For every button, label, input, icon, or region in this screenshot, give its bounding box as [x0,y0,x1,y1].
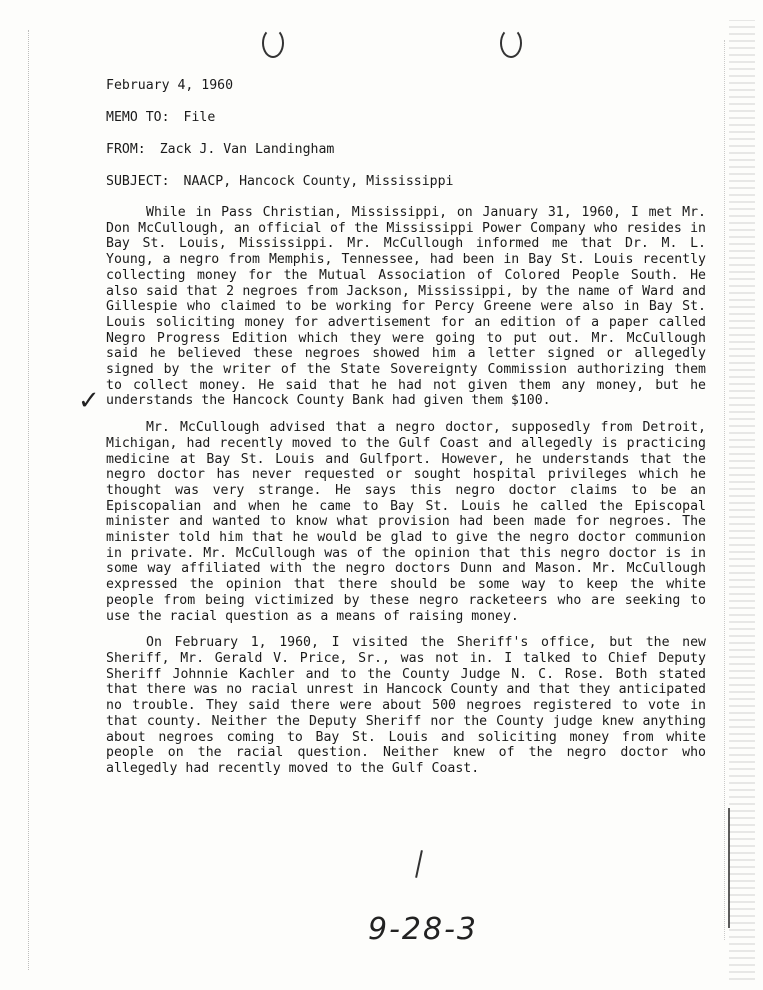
memo-date: February 4, 1960 [106,78,234,93]
memo-to-value: File [183,110,216,125]
scan-edge-right-line [724,40,727,940]
handwritten-bracket [728,808,736,928]
memo-paragraph: While in Pass Christian, Mississippi, on January 31, 1960, I met Mr. Don McCullough, an official of the Mississippi Power Company who resides in Bay St. Louis, Mississippi. Mr. McCullough informed me that Dr. M. L. Young, a negro from Memphis, Tennessee, had been in Bay St. Louis recently collecting money for the Mutual Association of Colored People South. He also said that 2 negroes from Jackson, Mississippi, by the name of Ward and Gillespie who claimed to be working for Percy Greene were also in Bay St. Louis soliciting money for advertisement for an edition of a paper called Negro Progress Edition which they were going to put out. Mr. McCullough said he believed these negroes showed him a letter signed or allegedly signed by the writer of the State Sovereignty Commission authorizing them to collect money. He said that he had not given them any money, but he understands the Hancock County Bank had given them $100. [106,205,706,409]
handwritten-checkmark: ✓ [78,386,100,416]
scan-edge-left [28,30,31,970]
memo-to [106,110,215,126]
memo-paragraph: On February 1, 1960, I visited the Sheriff's office, but the new Sheriff, Mr. Gerald V. Price, Sr., was not in. I talked to Chief Deputy Sheriff Johnnie Kachler and to the County Judge N. C. Rose. Both stated that there was no racial unrest in Hancock County and that they anticipated no trouble. They said there were about 500 negroes registered to vote in that county. Neither the Deputy Sheriff nor the County judge knew anything about negroes coming to Bay St. Louis and soliciting money from white people on the racial question. Neither knew of the negro doctor who allegedly had recently moved to the Gulf Coast. [106,635,706,776]
memo-subject-value: NAACP, Hancock County, Mississippi [183,174,454,189]
handwritten-stroke [415,850,423,878]
memo-from [106,142,334,158]
handwritten-file-number: 9-28-3 [368,912,478,947]
punch-hole-mark [262,28,284,58]
memo-from-value: Zack J. Van Landingham [159,142,335,157]
memo-body [106,205,706,788]
memo-to-label: MEMO TO: [106,110,170,125]
punch-hole-mark [500,28,522,58]
memo-subject [106,174,453,190]
memo-paragraph: Mr. McCullough advised that a negro doctor, supposedly from Detroit, Michigan, had recently moved to the Gulf Coast and allegedly is practicing medicine at Bay St. Louis and Gulfport. However, he understands that the negro doctor has never requested or sought hospital privileges which he thought was very strange. He says this negro doctor claims to be an Episcopalian and when he came to Bay St. Louis he called the Episcopal minister and wanted to know what provision had been made for negroes. The minister told him that he would be glad to give the negro doctor communion in private. Mr. McCullough was of the opinion that this negro doctor is in some way affiliated with the negro doctors Dunn and Mason. Mr. McCullough expressed the opinion that there should be some way to keep the white people from being victimized by these negro racketeers who are seeking to use the racial question as a means of raising money. [106,420,706,624]
memo-from-label: FROM: [106,142,146,157]
memo-subject-label: SUBJECT: [106,174,170,189]
